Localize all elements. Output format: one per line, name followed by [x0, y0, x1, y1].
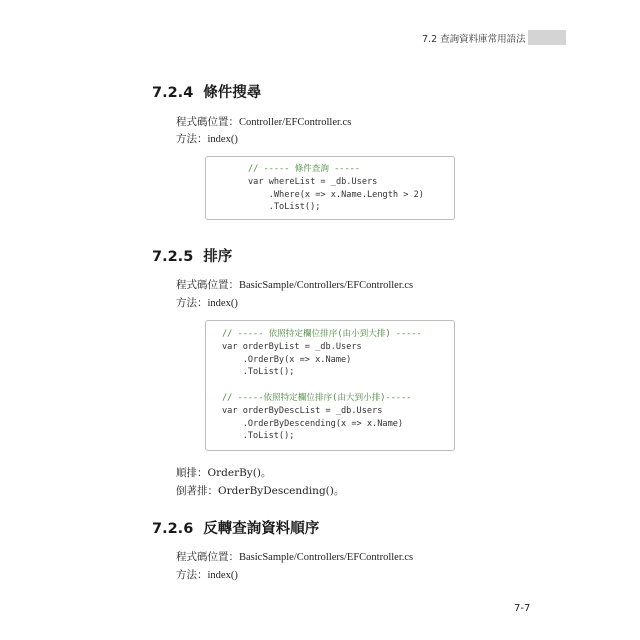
code-block-orderby — [205, 320, 455, 451]
code-block-where — [205, 156, 455, 220]
method-line — [176, 295, 238, 310]
code-location-label: 程式碼位置： — [176, 551, 239, 563]
code-line: // ----- 條件查詢 ----- — [248, 164, 360, 174]
code-line: // -----依照特定欄位排序(由大到小排)----- — [222, 392, 412, 403]
method-label: 方法： — [176, 133, 208, 145]
note-value: OrderByDescending()。 — [218, 485, 345, 497]
section-title-7-2-6 — [152, 517, 319, 538]
section-number: 7.2.5 — [152, 249, 194, 265]
method-value: index() — [207, 134, 238, 145]
code-line: var orderByList = _db.Users — [222, 341, 362, 352]
section-title-7-2-4 — [152, 81, 261, 102]
note-value: OrderBy()。 — [207, 467, 272, 479]
code-line: var whereList = _db.Users — [248, 176, 378, 187]
code-line: .OrderByDescending(x => x.Name) — [222, 418, 404, 429]
header-tab-marker — [528, 30, 566, 45]
note-label: 順排： — [176, 467, 208, 479]
code-location-value: Controller/EFController.cs — [239, 117, 352, 128]
section-title-7-2-5 — [152, 245, 232, 266]
method-value: index() — [207, 570, 238, 581]
code-location-value: BasicSample/Controllers/EFController.cs — [239, 280, 414, 291]
method-label: 方法： — [176, 569, 208, 581]
running-title: 7.2 查詢資料庫常用語法 — [422, 34, 526, 45]
note-ascending — [176, 465, 271, 480]
code-location-value: BasicSample/Controllers/EFController.cs — [239, 552, 414, 563]
section-number: 7.2.4 — [152, 85, 194, 101]
code-line: .OrderBy(x => x.Name) — [222, 354, 352, 365]
method-value: index() — [207, 298, 238, 309]
code-line-blank — [222, 379, 454, 392]
code-line: .ToList(); — [222, 367, 295, 378]
running-header — [410, 30, 556, 46]
note-label: 倒著排： — [176, 485, 218, 497]
code-line: .ToList(); — [222, 431, 295, 442]
method-label: 方法： — [176, 297, 208, 309]
method-line — [176, 131, 238, 146]
code-line: var orderByDescList = _db.Users — [222, 405, 383, 416]
page-number: 7-7 — [514, 603, 531, 614]
code-location-line — [176, 114, 351, 129]
code-location-line — [176, 549, 413, 564]
code-location-label: 程式碼位置： — [176, 116, 239, 128]
method-line — [176, 567, 238, 582]
code-location-label: 程式碼位置： — [176, 279, 239, 291]
code-line: .ToList(); — [248, 202, 321, 213]
code-location-line — [176, 277, 413, 292]
code-line: .Where(x => x.Name.Length > 2) — [248, 189, 424, 200]
section-title-text: 排序 — [203, 249, 233, 265]
section-number: 7.2.6 — [152, 521, 194, 537]
section-title-text: 反轉查詢資料順序 — [203, 521, 320, 537]
section-title-text: 條件搜尋 — [203, 85, 262, 101]
note-descending — [176, 483, 344, 498]
code-line: // ----- 依照特定欄位排序(由小到大排) ----- — [222, 329, 422, 339]
